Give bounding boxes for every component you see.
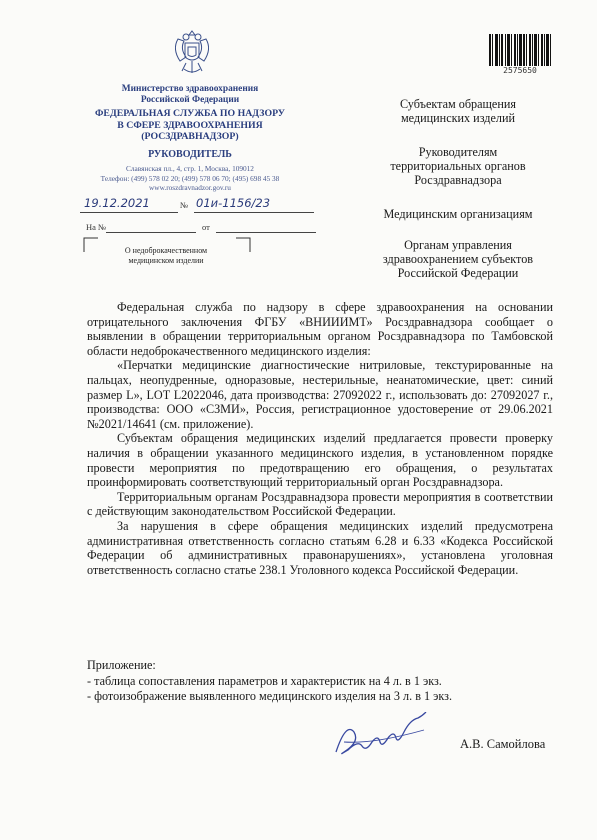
ministry-name: Министерство здравоохранения Российской Федерации [121, 84, 259, 105]
number-underline [194, 212, 314, 213]
barcode-number: 2575650 [503, 66, 537, 75]
ref-date-underline [216, 232, 316, 233]
registration-date: 19.12.2021 [84, 196, 150, 210]
barcode [488, 34, 552, 66]
ref-number-underline [106, 232, 196, 233]
addressee-medical: Медицинским организациям [383, 207, 533, 221]
handwritten-signature [330, 712, 440, 762]
coat-of-arms-emblem [170, 25, 214, 79]
attachment-item: - таблица сопоставления параметров и характеристик на 4 л. в 1 экз. [87, 673, 442, 688]
number-sign: № [180, 200, 189, 210]
address-block: Славянская пл., 4, стр. 1, Москва, 109012 Телефон: (499) 578 02 20; (499) 578 06 70; (495) 698 45 38 www.roszdravnadzor.gov.ru [100, 164, 280, 192]
attachment-item: - фотоизображение выявленного медицинского изделия на 3 л. в 1 экз. [87, 689, 452, 703]
addressee-territorial: Руководителям территориальных органов Росздравнадзора [390, 145, 526, 187]
body-paragraph: Субъектам обращения медицинских изделий предлагается провести проверку наличия в обращении указанного медицинского изделия, в установленном порядке провести мероприятия по предотвращению его обращения, о результатах проинформировать соответствующий территориальный орган Росздравнадзора. [87, 431, 553, 490]
subject-note: О недоброкачественном медицинском изделии [124, 246, 208, 265]
attachments [87, 658, 553, 705]
body-paragraph: Федеральная служба по надзору в сфере здравоохранения на основании отрицательного заключения ФГБУ «ВНИИИМТ» Росздравнадзора сообщает о выявлении в обращении территориальным органом Росздравнадзора по Тамбовской области недоброкачественного медицинского изделия: [87, 300, 553, 358]
position-title: РУКОВОДИТЕЛЬ [148, 149, 232, 160]
ref-label: На № [86, 222, 107, 232]
addressee-health-authorities: Органам управления здравоохранением субъектов Российской Федерации [382, 238, 534, 280]
signatory-name: А.В. Самойлова [460, 737, 546, 751]
body-paragraph: «Перчатки медицинские диагностические нитриловые, текстурированные на пальцах, неопудренные, одноразовые, нестерильные, неанатомические, цвет: синий размер L», LOT L2022046, дата производства: 27092022 г., использовать до: 27092027 г., производства: ООО «СЗМИ», Россия, регистрационное удостоверение от 29.06.2021 №2021/14641 (см. приложение). [87, 358, 553, 431]
body-paragraph: Территориальным органам Росздравнадзора провести мероприятия в соответствии с действующим законодательством Российской Федерации. [87, 489, 553, 519]
date-underline [80, 212, 178, 213]
body-paragraph: За нарушения в сфере обращения медицинских изделий предусмотрена административная ответственность согласно статьям 6.28 и 6.33 «Кодекса Российской Федерации об административных правонарушениях», установлена уголовная ответственность согласно статье 238.1 Уголовного кодекса Российской Федерации. [87, 518, 553, 577]
registration-number: 01и-1156/23 [196, 196, 271, 210]
service-name: ФЕДЕРАЛЬНАЯ СЛУЖБА ПО НАДЗОРУ В СФЕРЕ ЗДРАВООХРАНЕНИЯ (РОСЗДРАВНАДЗОР) [95, 108, 285, 142]
attachments-title: Приложение: [87, 658, 156, 672]
ref-from-label: от [202, 222, 210, 232]
addressee-subjects: Субъектам обращения медицинских изделий [399, 97, 516, 125]
letter-body [87, 300, 553, 577]
